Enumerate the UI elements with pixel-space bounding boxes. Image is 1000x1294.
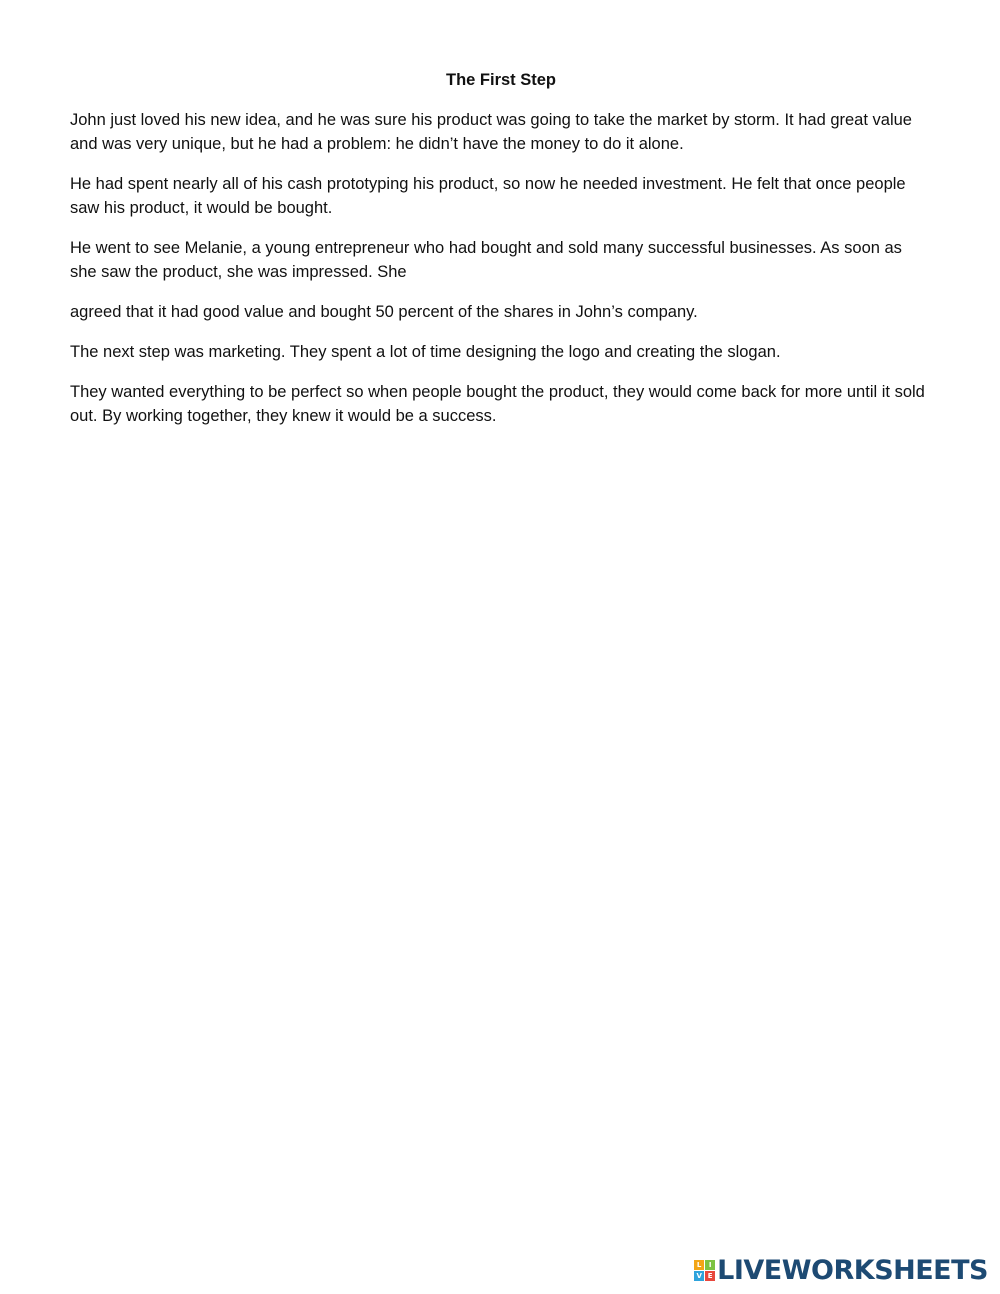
document-page: [70, 68, 932, 444]
liveworksheets-logo: [694, 1255, 988, 1285]
paragraph: John just loved his new idea, and he was sure his product was going to take the market by storm. It had great value and was very unique, but he had a problem: he didn’t have the money to do it alone.: [70, 111, 912, 153]
document-title: The First Step: [445, 71, 556, 89]
logo-tile-i: I: [705, 1260, 715, 1270]
paragraph: agreed that it had good value and bought 50 percent of the shares in John’s company.: [70, 303, 698, 321]
logo-tile-e: E: [705, 1271, 715, 1281]
logo-tile-v: V: [694, 1271, 704, 1281]
paragraph: The next step was marketing. They spent a lot of time designing the logo and creating the slogan.: [70, 343, 781, 361]
paragraph: He had spent nearly all of his cash prototyping his product, so now he needed investment. He felt that once people saw his product, it would be bought.: [70, 175, 906, 217]
logo-tile-l: L: [694, 1260, 704, 1270]
paragraph: They wanted everything to be perfect so when people bought the product, they would come back for more until it sold out. By working together, they knew it would be a success.: [70, 383, 925, 425]
paragraph: He went to see Melanie, a young entrepreneur who had bought and sold many successful businesses. As soon as she saw the product, she was impressed. She: [70, 239, 902, 281]
liveworksheets-logo-icon: [694, 1260, 715, 1281]
logo-wordmark: LIVEWORKSHEETS: [717, 1254, 988, 1286]
